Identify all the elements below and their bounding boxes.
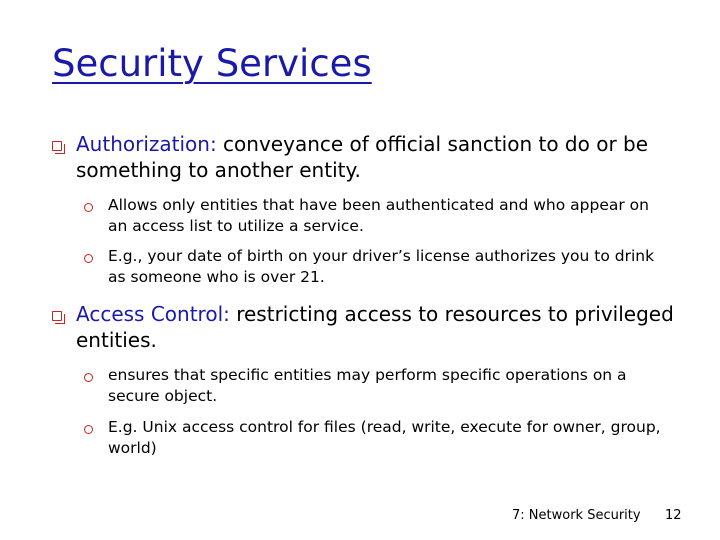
sub-bullet-marker [84,418,93,439]
bullet-text: conveyance of official sanction to do or be something to another entity. [76,132,649,182]
sub-bullet-marker [84,196,93,217]
sub-bullet-text: Allows only entities that have been authenticated and who appear on an access list to utilize a service. [108,196,649,235]
footer-title: 7: Network Security [512,508,641,523]
bullet-marker [52,300,70,326]
sub-bullet-marker [84,366,93,387]
bullet-text: restricting access to resources to privileged entities. [76,302,674,352]
page-number: 12 [665,508,682,523]
bullet-term: Access Control: [76,302,230,326]
bullet-marker [52,130,70,156]
sub-bullet-marker [84,247,93,268]
sub-bullet-text: E.g. Unix access control for files (read, write, execute for owner, group, world) [108,418,661,457]
bullet-access-control [76,301,706,353]
bullet-authorization [76,131,706,183]
sub-bullet-text: E.g., your date of birth on your driver’s license authorizes you to drink as someone who is over 21. [108,247,655,286]
bullet-term: Authorization: [76,132,217,156]
slide-title: Security Services [52,42,372,85]
sub-bullet-text: ensures that specific entities may perform specific operations on a secure object. [108,366,627,405]
